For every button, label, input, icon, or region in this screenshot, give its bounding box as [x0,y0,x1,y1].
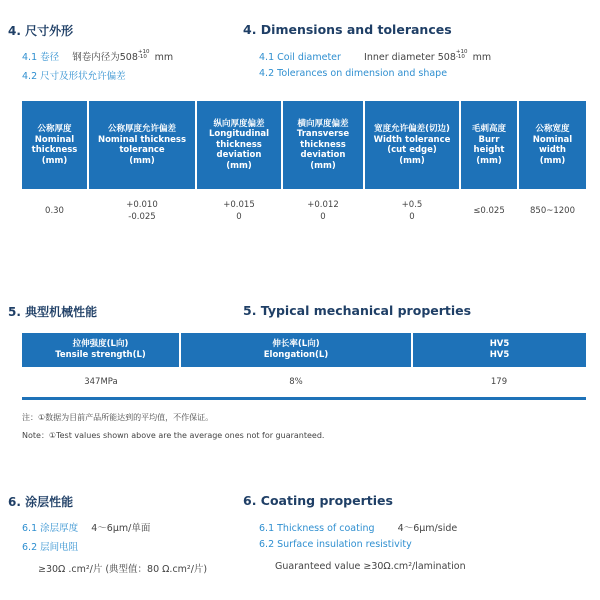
coating-thickness-en [259,516,457,535]
header-cn: 公称宽度 [535,124,570,134]
header-unit: (mm) [310,160,336,171]
coil-diameter-en-text: Inner diameter 508 [364,52,456,63]
header-transverse-deviation [282,101,364,189]
coil-unit-cn: mm [154,52,174,63]
header-unit: (mm) [476,155,502,166]
header-en: Burr height [473,134,505,155]
tol-minus: -10 [455,54,465,60]
header-unit: (mm) [41,155,68,166]
header-en: Nominal thickness [31,134,78,155]
header-en: Nominal width [532,134,573,155]
cell-tensile-strength: 347MPa [84,377,118,387]
tol-plus: +10 [455,49,468,55]
cell-line: +0.015 [223,200,255,210]
section6-title-cn: 6. 涂层性能 [8,495,74,509]
header-en: HV5 [489,350,510,360]
cell-width-tolerance [364,189,460,233]
section6-title-en: 6. Coating properties [243,493,393,508]
cell-line: 0.30 [45,206,64,216]
insulation-resistance-cn-label: 6.2 层间电阻 [22,542,79,553]
header-tensile-strength [22,333,180,367]
cell-hardness: 179 [490,377,508,387]
cell-line: 850~1200 [530,206,575,216]
coating-thickness-en-label: 6.1 Thickness of coating [259,523,375,534]
mechanical-table-header-row [22,333,586,367]
cell-line: ≤0.025 [473,206,505,216]
coating-thickness-en-value: 4～6μm/side [397,523,458,534]
header-en: Width tolerance (cut edge) [373,134,451,155]
insulation-resistance-en-label: 6.2 Surface insulation resistivity [259,539,412,550]
cell-burr-height [460,189,518,233]
dimensions-table [22,101,586,233]
tolerance-heading-en: 4.2 Tolerances on dimension and shape [259,68,448,79]
dimensions-table-header-row [22,101,586,189]
coil-tolerance-en [456,50,468,60]
header-unit: (mm) [539,155,566,166]
cell-thickness-tolerance [88,189,196,233]
coating-thickness-cn-value: 4～6μm/单面 [91,523,151,534]
header-cn: 公称厚度允许偏差 [107,124,176,134]
coating-thickness-cn-label: 6.1 涂层厚度 [22,523,79,534]
section4-title-en: 4. Dimensions and tolerances [243,22,452,37]
tol-minus: -10 [137,54,147,60]
cell-longitudinal-deviation [196,189,282,233]
section5-title-cn: 5. 典型机械性能 [8,305,98,319]
cell-nominal-thickness [22,189,88,233]
coil-diameter-cn-text: 钢卷内径为508 [72,52,138,63]
header-nominal-width [518,101,586,189]
header-burr-height [460,101,518,189]
header-cn: 公称厚度 [37,124,72,134]
header-en: Tensile strength(L) [55,350,146,360]
header-nominal-thickness [22,101,88,189]
header-thickness-tolerance [88,101,196,189]
tolerance-heading-cn: 4.2 尺寸及形状允许偏差 [22,71,126,82]
header-en: Elongation(L) [263,350,329,360]
cell-line: 0 [236,212,242,222]
coil-diameter-en-label: 4.1 Coil diameter [259,52,341,63]
coil-diameter-cn-label: 4.1 卷径 [22,52,60,63]
insulation-resistance-en-value: Guaranteed value ≥30Ω.cm²/lamination [275,561,466,572]
cell-line: 0 [409,212,415,222]
tol-plus: +10 [137,49,150,55]
table-row [22,189,586,233]
header-en: Nominal thickness tolerance [97,134,187,155]
header-cn: 拉伸强度(L向) [72,339,129,349]
cell-nominal-width [518,189,586,233]
table-row [22,367,586,397]
cell-line: -0.025 [128,212,156,222]
header-unit: (mm) [129,155,155,166]
coating-thickness-cn [22,516,150,535]
insulation-resistance-cn-value: ≥30Ω .cm²/片 (典型值：80 Ω.cm²/片) [38,564,208,575]
mechanical-table [22,333,586,400]
header-cn: 纵向厚度偏差 [213,118,265,129]
note-cn: 注：①数据为目前产品所能达到的平均值，不作保证。 [22,413,214,422]
cell-elongation: 8% [289,377,303,387]
cell-line: +0.5 [401,200,423,210]
note-en: Note：①Test values shown above are the average ones not for guaranteed. [22,431,325,440]
cell-line: +0.010 [126,200,158,210]
table-bottom-border [22,397,586,400]
cell-line: 0 [320,212,326,222]
section5-title-en: 5. Typical mechanical properties [243,303,472,318]
coil-diameter-en [259,45,491,64]
header-hardness [412,333,586,367]
header-longitudinal-deviation [196,101,282,189]
header-unit: (mm) [226,160,252,171]
header-elongation [180,333,412,367]
header-unit: (mm) [399,155,425,166]
header-en: Longitudinal thickness deviation [208,129,270,161]
header-cn: 伸长率(L向) [272,339,320,349]
header-cn: HV5 [489,339,510,349]
section4-title-cn: 4. 尺寸外形 [8,24,74,38]
header-en: Transverse thickness deviation [296,129,350,161]
coil-unit-en: mm [472,52,492,63]
coil-tolerance-cn [138,50,150,60]
header-width-tolerance [364,101,460,189]
header-cn: 毛刺高度 [471,124,506,134]
header-cn: 横向厚度偏差 [297,118,349,129]
header-cn: 宽度允许偏差(切边) [374,124,450,134]
coil-diameter-cn [22,45,173,64]
cell-line: +0.012 [307,200,339,210]
cell-transverse-deviation [282,189,364,233]
